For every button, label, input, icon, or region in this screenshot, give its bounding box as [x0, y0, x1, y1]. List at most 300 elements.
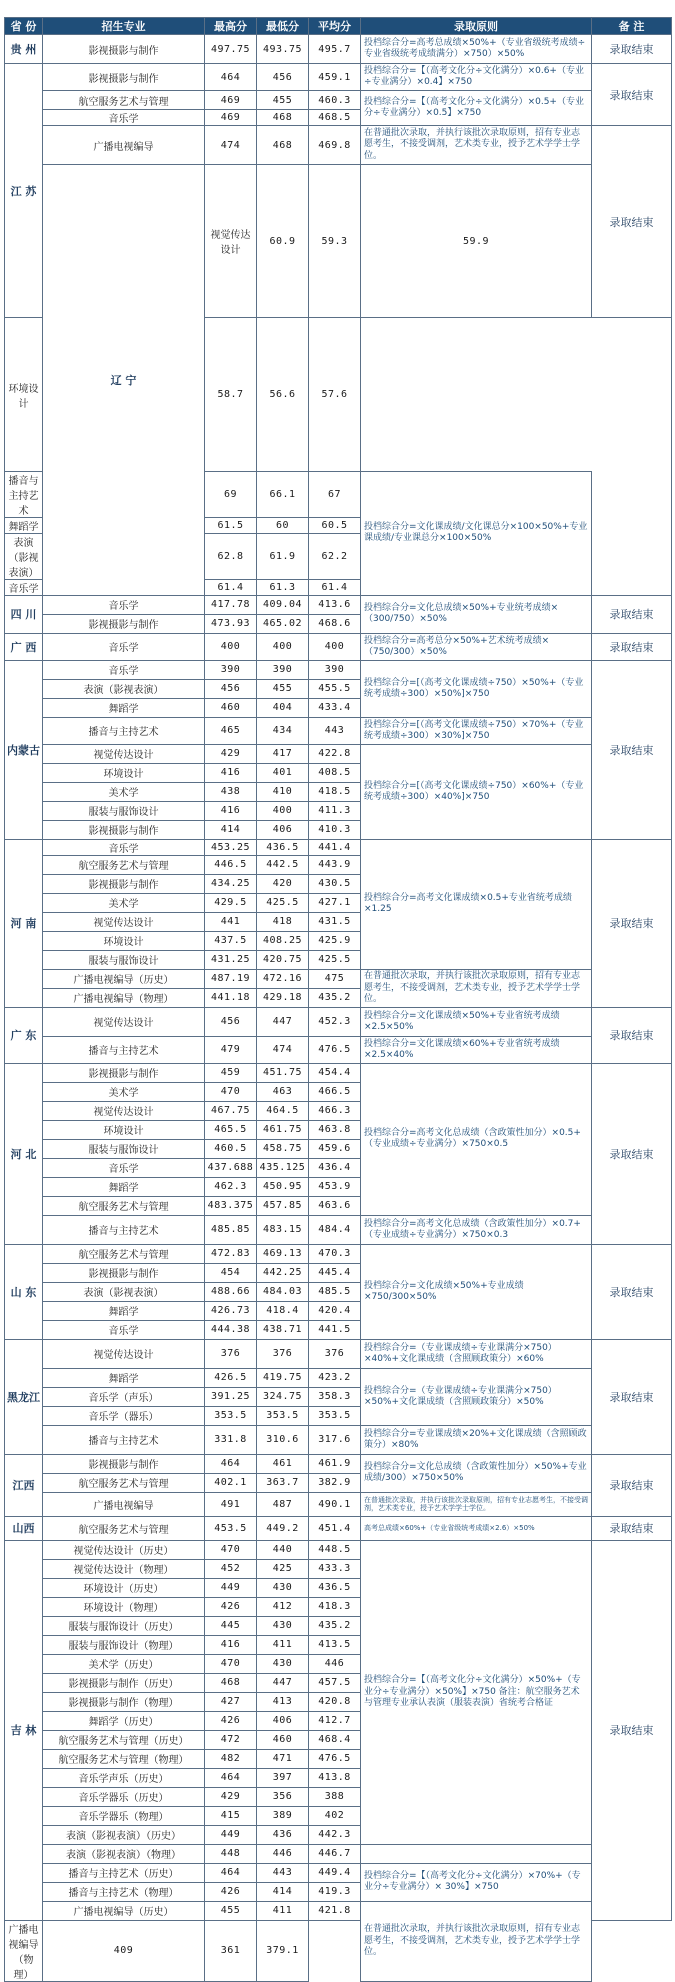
major-cell: 影视摄影与制作 — [43, 874, 205, 893]
min-score-cell: 429.18 — [257, 988, 309, 1007]
admission-rule-cell: 投档综合分=文化课成绩/文化课总分×100×50%+专业课成绩/专业课总分×100×50% — [361, 471, 592, 595]
min-score-cell: 363.7 — [257, 1473, 309, 1492]
max-score-cell: 479 — [205, 1036, 257, 1063]
major-cell: 音乐学器乐（历史） — [43, 1787, 205, 1806]
max-score-cell: 427 — [205, 1692, 257, 1711]
major-cell: 舞蹈学 — [43, 1177, 205, 1196]
major-cell: 音乐学器乐（物理） — [43, 1806, 205, 1825]
table-row — [5, 1863, 672, 1882]
max-score-cell: 460 — [205, 698, 257, 717]
admission-rule-cell: 投档综合分=【（高考文化分÷文化满分）×70%+（专业分÷专业满分）× 30%】×750 — [361, 1863, 592, 1901]
header-avg-score: 平均分 — [309, 18, 361, 35]
min-score-cell: 436 — [257, 1825, 309, 1844]
min-score-cell: 461.75 — [257, 1120, 309, 1139]
major-cell: 表演（影视表演） — [43, 1282, 205, 1301]
max-score-cell: 469 — [205, 91, 257, 110]
major-cell: 音乐学 — [43, 110, 205, 126]
avg-score-cell: 436.4 — [309, 1158, 361, 1177]
max-score-cell: 441.18 — [205, 988, 257, 1007]
province-cell: 江西 — [5, 1454, 43, 1516]
max-score-cell: 417.78 — [205, 595, 257, 614]
avg-score-cell: 446 — [309, 1654, 361, 1673]
max-score-cell: 400 — [205, 633, 257, 660]
min-score-cell: 483.15 — [257, 1215, 309, 1244]
status-cell: 录取结束 — [592, 660, 672, 839]
avg-score-cell: 421.8 — [309, 1901, 361, 1920]
avg-score-cell: 382.9 — [309, 1473, 361, 1492]
max-score-cell: 491 — [205, 1492, 257, 1516]
admission-rule-cell: 投档综合分=文化总成绩×50%+专业统考成绩×（300/750）×50% — [361, 595, 592, 633]
province-cell: 四 川 — [5, 595, 43, 633]
min-score-cell: 404 — [257, 698, 309, 717]
min-score-cell: 324.75 — [257, 1387, 309, 1406]
major-cell: 音乐学 — [43, 1158, 205, 1177]
avg-score-cell: 445.4 — [309, 1263, 361, 1282]
status-cell: 录取结束 — [592, 64, 672, 126]
avg-score-cell: 435.2 — [309, 1616, 361, 1635]
major-cell: 服装与服饰设计 — [43, 1139, 205, 1158]
max-score-cell: 429 — [205, 1787, 257, 1806]
major-cell: 影视摄影与制作 — [43, 1454, 205, 1473]
major-cell: 影视摄影与制作 — [43, 1063, 205, 1082]
min-score-cell: 430 — [257, 1578, 309, 1597]
admission-rule-cell: 投档综合分=（专业课成绩÷专业课满分×750）×50%+文化课成绩（含照顾政策分）×50% — [361, 1368, 592, 1425]
table-row — [5, 1339, 672, 1368]
major-cell: 音乐学 — [43, 660, 205, 679]
max-score-cell: 415 — [205, 1806, 257, 1825]
min-score-cell: 353.5 — [257, 1406, 309, 1425]
max-score-cell: 456 — [205, 679, 257, 698]
max-score-cell: 485.85 — [205, 1215, 257, 1244]
major-cell: 环境设计 — [43, 931, 205, 950]
header-major: 招生专业 — [43, 18, 205, 35]
min-score-cell: 471 — [257, 1749, 309, 1768]
min-score-cell: 59.3 — [309, 165, 361, 318]
max-score-cell: 376 — [205, 1339, 257, 1368]
max-score-cell: 416 — [205, 1635, 257, 1654]
max-score-cell: 464 — [205, 64, 257, 91]
min-score-cell: 460 — [257, 1730, 309, 1749]
max-score-cell: 487.19 — [205, 969, 257, 988]
major-cell: 航空服务艺术与管理（历史） — [43, 1730, 205, 1749]
table-row — [5, 1844, 672, 1863]
min-score-cell: 411 — [257, 1635, 309, 1654]
min-score-cell: 446 — [257, 1844, 309, 1863]
min-score-cell: 420 — [257, 874, 309, 893]
min-score-cell: 463 — [257, 1082, 309, 1101]
avg-score-cell: 476.5 — [309, 1036, 361, 1063]
max-score-cell: 464 — [205, 1454, 257, 1473]
min-score-cell: 455 — [257, 91, 309, 110]
major-cell: 表演（影视表演） — [5, 533, 43, 579]
min-score-cell: 376 — [257, 1339, 309, 1368]
max-score-cell: 446.5 — [205, 855, 257, 874]
province-cell: 广 东 — [5, 1007, 43, 1063]
table-row — [5, 1454, 672, 1473]
major-cell: 舞蹈学 — [43, 1368, 205, 1387]
province-cell: 吉 林 — [5, 1540, 43, 1920]
table-row — [5, 1036, 672, 1063]
major-cell: 环境设计 — [43, 1120, 205, 1139]
avg-score-cell: 451.4 — [309, 1516, 361, 1540]
status-cell: 录取结束 — [592, 1244, 672, 1339]
min-score-cell: 419.75 — [257, 1368, 309, 1387]
max-score-cell: 497.75 — [205, 35, 257, 64]
max-score-cell: 473.93 — [205, 614, 257, 633]
max-score-cell: 390 — [205, 660, 257, 679]
avg-score-cell: 379.1 — [257, 1920, 309, 1981]
table-row — [5, 35, 672, 64]
province-cell: 黑龙江 — [5, 1339, 43, 1454]
max-score-cell: 426.5 — [205, 1368, 257, 1387]
major-cell: 音乐学 — [5, 579, 43, 595]
avg-score-cell: 442.3 — [309, 1825, 361, 1844]
max-score-cell: 482 — [205, 1749, 257, 1768]
min-score-cell: 400 — [257, 801, 309, 820]
province-cell: 辽 宁 — [43, 165, 205, 596]
min-score-cell: 56.6 — [257, 318, 309, 471]
admission-score-table — [4, 17, 672, 1982]
province-cell: 河 北 — [5, 1063, 43, 1244]
major-cell: 服装与服饰设计（历史） — [43, 1616, 205, 1635]
major-cell: 视觉传达设计（物理） — [43, 1559, 205, 1578]
major-cell: 美术学 — [43, 893, 205, 912]
major-cell: 播音与主持艺术（历史） — [43, 1863, 205, 1882]
min-score-cell: 406 — [257, 820, 309, 839]
max-score-cell: 474 — [205, 126, 257, 165]
max-score-cell: 438 — [205, 782, 257, 801]
status-cell: 录取结束 — [592, 595, 672, 633]
avg-score-cell: 468.4 — [309, 1730, 361, 1749]
major-cell: 视觉传达设计（历史） — [43, 1540, 205, 1559]
max-score-cell: 402.1 — [205, 1473, 257, 1492]
major-cell: 播音与主持艺术 — [43, 1036, 205, 1063]
major-cell: 广播电视编导（历史） — [43, 1901, 205, 1920]
major-cell: 广播电视编导 — [43, 126, 205, 165]
min-score-cell: 61.9 — [257, 533, 309, 579]
status-cell: 录取结束 — [592, 1516, 672, 1540]
min-score-cell: 418.4 — [257, 1301, 309, 1320]
table-row — [5, 1063, 672, 1082]
header-note: 备 注 — [592, 18, 672, 35]
max-score-cell: 62.8 — [205, 533, 257, 579]
major-cell: 影视摄影与制作 — [43, 820, 205, 839]
avg-score-cell: 446.7 — [309, 1844, 361, 1863]
major-cell: 播音与主持艺术 — [43, 1425, 205, 1454]
max-score-cell: 426 — [205, 1597, 257, 1616]
avg-score-cell: 455.5 — [309, 679, 361, 698]
max-score-cell: 429 — [205, 744, 257, 763]
max-score-cell: 426 — [205, 1711, 257, 1730]
max-score-cell: 464 — [205, 1863, 257, 1882]
status-cell: 录取结束 — [592, 633, 672, 660]
avg-score-cell: 475 — [309, 969, 361, 988]
max-score-cell: 416 — [205, 801, 257, 820]
major-cell: 影视摄影与制作 — [43, 64, 205, 91]
min-score-cell: 425 — [257, 1559, 309, 1578]
avg-score-cell: 423.2 — [309, 1368, 361, 1387]
header-province: 省 份 — [5, 18, 43, 35]
major-cell: 环境设计（历史） — [43, 1578, 205, 1597]
max-score-cell: 437.688 — [205, 1158, 257, 1177]
avg-score-cell: 419.3 — [309, 1882, 361, 1901]
admission-rule-cell: 投档综合分=高考文化课成绩×0.5+专业省统考成绩×1.25 — [361, 839, 592, 969]
header-min-score: 最低分 — [257, 18, 309, 35]
admission-rule-cell: 投档综合分=高考总成绩×50%+（专业省级统考成绩÷专业省级统考成绩满分）×750）×50% — [361, 35, 592, 64]
admission-rule-cell: 投档综合分=文化总成绩（含政策性加分）×50%+专业成绩/300）×750×50% — [361, 1454, 592, 1492]
avg-score-cell: 435.2 — [309, 988, 361, 1007]
min-score-cell: 408.25 — [257, 931, 309, 950]
avg-score-cell: 353.5 — [309, 1406, 361, 1425]
max-score-cell: 459 — [205, 1063, 257, 1082]
min-score-cell: 464.5 — [257, 1101, 309, 1120]
avg-score-cell: 463.6 — [309, 1196, 361, 1215]
min-score-cell: 442.25 — [257, 1263, 309, 1282]
min-score-cell: 456 — [257, 64, 309, 91]
table-row — [5, 717, 672, 744]
avg-score-cell: 448.5 — [309, 1540, 361, 1559]
table-body — [5, 35, 672, 1982]
max-score-cell: 465.5 — [205, 1120, 257, 1139]
max-score-cell: 470 — [205, 1082, 257, 1101]
major-cell: 音乐学（声乐） — [43, 1387, 205, 1406]
admission-rule-cell: 投档综合分=文化课成绩×60%+专业省统考成绩×2.5×40% — [361, 1036, 592, 1063]
avg-score-cell: 430.5 — [309, 874, 361, 893]
province-cell: 山西 — [5, 1516, 43, 1540]
max-score-cell: 469 — [205, 110, 257, 126]
major-cell: 舞蹈学（历史） — [43, 1711, 205, 1730]
max-score-cell: 462.3 — [205, 1177, 257, 1196]
major-cell: 美术学 — [43, 1082, 205, 1101]
min-score-cell: 458.75 — [257, 1139, 309, 1158]
min-score-cell: 461 — [257, 1454, 309, 1473]
avg-score-cell: 457.5 — [309, 1673, 361, 1692]
table-row — [5, 1516, 672, 1540]
min-score-cell: 425.5 — [257, 893, 309, 912]
min-score-cell: 455 — [257, 679, 309, 698]
avg-score-cell: 459.1 — [309, 64, 361, 91]
max-score-cell: 444.38 — [205, 1320, 257, 1339]
min-score-cell: 435.125 — [257, 1158, 309, 1177]
major-cell: 表演（影视表演）（历史） — [43, 1825, 205, 1844]
avg-score-cell: 431.5 — [309, 912, 361, 931]
table-row — [5, 1540, 672, 1559]
major-cell: 播音与主持艺术 — [5, 471, 43, 517]
avg-score-cell: 490.1 — [309, 1492, 361, 1516]
max-score-cell: 391.25 — [205, 1387, 257, 1406]
avg-score-cell: 388 — [309, 1787, 361, 1806]
admission-rule-cell: 高考总成绩×60%+（专业省级统考成绩×2.6）×50% — [361, 1516, 592, 1540]
status-cell: 录取结束 — [592, 839, 672, 1007]
admission-rule-cell: 投档综合分=专业课成绩×20%+文化课成绩（含照顾政策分）×80% — [361, 1425, 592, 1454]
status-cell: 录取结束 — [592, 1007, 672, 1063]
status-cell: 录取结束 — [592, 1063, 672, 1244]
min-score-cell: 474 — [257, 1036, 309, 1063]
min-score-cell: 401 — [257, 763, 309, 782]
avg-score-cell: 463.8 — [309, 1120, 361, 1139]
major-cell: 航空服务艺术与管理 — [43, 1516, 205, 1540]
major-cell: 音乐学 — [43, 839, 205, 855]
max-score-cell: 483.375 — [205, 1196, 257, 1215]
avg-score-cell: 470.3 — [309, 1244, 361, 1263]
avg-score-cell: 412.7 — [309, 1711, 361, 1730]
province-cell: 贵 州 — [5, 35, 43, 64]
avg-score-cell: 408.5 — [309, 763, 361, 782]
major-cell: 服装与服饰设计 — [43, 950, 205, 969]
avg-score-cell: 452.3 — [309, 1007, 361, 1036]
admission-rule-cell: 投档综合分=文化成绩×50%+专业成绩×750/300×50% — [361, 1244, 592, 1339]
province-cell: 内蒙古 — [5, 660, 43, 839]
major-cell: 美术学（历史） — [43, 1654, 205, 1673]
table-row — [5, 1215, 672, 1244]
admission-rule-cell: 投档综合分=【（高考文化分÷文化满分）×50%+（专业分÷专业满分）×50%】×750 备注：航空服务艺术与管理专业承认表演（服装表演）省统考合格证 — [361, 1540, 592, 1844]
avg-score-cell: 441.5 — [309, 1320, 361, 1339]
max-score-cell: 441 — [205, 912, 257, 931]
status-cell: 录取结束 — [592, 126, 672, 318]
max-score-cell: 60.9 — [257, 165, 309, 318]
table-row — [5, 165, 672, 318]
status-cell: 录取结束 — [592, 35, 672, 64]
max-score-cell: 449 — [205, 1578, 257, 1597]
major-cell: 播音与主持艺术（物理） — [43, 1882, 205, 1901]
max-score-cell: 426.73 — [205, 1301, 257, 1320]
table-row — [5, 969, 672, 988]
max-score-cell: 61.5 — [205, 517, 257, 533]
table-row — [5, 1901, 672, 1920]
max-score-cell: 467.75 — [205, 1101, 257, 1120]
major-cell: 航空服务艺术与管理 — [43, 855, 205, 874]
min-score-cell: 409.04 — [257, 595, 309, 614]
max-score-cell: 470 — [205, 1540, 257, 1559]
admission-rule-cell: 投档综合分=高考文化总成绩（含政策性加分）×0.5+（专业成绩÷专业满分）×750×0.5 — [361, 1063, 592, 1215]
avg-score-cell: 57.6 — [309, 318, 361, 471]
major-cell: 音乐学 — [43, 1320, 205, 1339]
major-cell: 影视摄影与制作（历史） — [43, 1673, 205, 1692]
admission-rule-cell: 投档综合分=文化课成绩×50%+专业省统考成绩×2.5×50% — [361, 1007, 592, 1036]
avg-score-cell: 453.9 — [309, 1177, 361, 1196]
avg-score-cell: 425.5 — [309, 950, 361, 969]
table-row — [5, 1425, 672, 1454]
major-cell: 音乐学 — [43, 633, 205, 660]
avg-score-cell: 418.3 — [309, 1597, 361, 1616]
min-score-cell: 468 — [257, 126, 309, 165]
min-score-cell: 389 — [257, 1806, 309, 1825]
avg-score-cell: 460.3 — [309, 91, 361, 110]
min-score-cell: 472.16 — [257, 969, 309, 988]
min-score-cell: 447 — [257, 1673, 309, 1692]
major-cell: 视觉传达设计 — [43, 1007, 205, 1036]
avg-score-cell: 461.9 — [309, 1454, 361, 1473]
major-cell: 视觉传达设计 — [43, 912, 205, 931]
min-score-cell: 406 — [257, 1711, 309, 1730]
status-cell: 录取结束 — [592, 1339, 672, 1454]
admission-rule-cell: 投档综合分=【（高考文化分÷文化满分）×0.6+（专业÷专业满分）×0.4】×750 — [361, 64, 592, 91]
max-score-cell: 453.5 — [205, 1516, 257, 1540]
max-score-cell: 331.8 — [205, 1425, 257, 1454]
max-score-cell: 465 — [205, 717, 257, 744]
avg-score-cell: 420.8 — [309, 1692, 361, 1711]
min-score-cell: 443 — [257, 1863, 309, 1882]
admission-rule-cell: 在普通批次录取，并执行该批次录取原则，招有专业志愿考生，不接受调剂，艺术类专业，授予艺术学学士学位。 — [361, 1492, 592, 1516]
max-score-cell: 409 — [43, 1920, 205, 1981]
table-row — [5, 1368, 672, 1387]
avg-score-cell: 454.4 — [309, 1063, 361, 1082]
max-score-cell: 472 — [205, 1730, 257, 1749]
major-cell: 航空服务艺术与管理（物理） — [43, 1749, 205, 1768]
table-row — [5, 1244, 672, 1263]
max-score-cell: 414 — [205, 820, 257, 839]
avg-score-cell: 413.5 — [309, 1635, 361, 1654]
max-score-cell: 452 — [205, 1559, 257, 1578]
table-row — [5, 744, 672, 763]
min-score-cell: 442.5 — [257, 855, 309, 874]
major-cell: 环境设计（物理） — [43, 1597, 205, 1616]
avg-score-cell: 402 — [309, 1806, 361, 1825]
avg-score-cell: 358.3 — [309, 1387, 361, 1406]
min-score-cell: 66.1 — [257, 471, 309, 517]
avg-score-cell: 420.4 — [309, 1301, 361, 1320]
min-score-cell: 469.13 — [257, 1244, 309, 1263]
major-cell: 航空服务艺术与管理 — [43, 1196, 205, 1215]
header-max-score: 最高分 — [205, 18, 257, 35]
admission-rule-cell: 投档综合分=（专业课成绩÷专业课满分×750）×40%+文化课成绩（含照顾政策分）×60% — [361, 1339, 592, 1368]
min-score-cell: 60 — [257, 517, 309, 533]
avg-score-cell: 60.5 — [309, 517, 361, 533]
max-score-cell: 61.4 — [205, 579, 257, 595]
major-cell: 影视摄影与制作 — [43, 1263, 205, 1282]
major-cell: 广播电视编导（物理） — [43, 988, 205, 1007]
avg-score-cell: 62.2 — [309, 533, 361, 579]
avg-score-cell: 425.9 — [309, 931, 361, 950]
min-score-cell: 440 — [257, 1540, 309, 1559]
max-score-cell: 448 — [205, 1844, 257, 1863]
min-score-cell: 413 — [257, 1692, 309, 1711]
province-cell: 广 西 — [5, 633, 43, 660]
max-score-cell: 437.5 — [205, 931, 257, 950]
major-cell: 音乐学 — [43, 595, 205, 614]
max-score-cell: 353.5 — [205, 1406, 257, 1425]
max-score-cell: 468 — [205, 1673, 257, 1692]
min-score-cell: 397 — [257, 1768, 309, 1787]
major-cell: 服装与服饰设计 — [43, 801, 205, 820]
min-score-cell: 451.75 — [257, 1063, 309, 1082]
min-score-cell: 484.03 — [257, 1282, 309, 1301]
max-score-cell: 455 — [205, 1901, 257, 1920]
major-cell: 广播电视编导（历史） — [43, 969, 205, 988]
admission-rule-cell: 投档综合分=高考文化总成绩（含政策性加分）×0.7+（专业成绩÷专业满分）×750×0.3 — [361, 1215, 592, 1244]
min-score-cell: 430 — [257, 1654, 309, 1673]
avg-score-cell: 427.1 — [309, 893, 361, 912]
table-row — [5, 91, 672, 110]
min-score-cell: 310.6 — [257, 1425, 309, 1454]
min-score-cell: 356 — [257, 1787, 309, 1806]
max-score-cell: 429.5 — [205, 893, 257, 912]
admission-rule-cell: 投档综合分=高考总分×50%+艺术统考成绩×（750/300）×50% — [361, 633, 592, 660]
major-cell: 航空服务艺术与管理 — [43, 1473, 205, 1492]
avg-score-cell: 468.6 — [309, 614, 361, 633]
min-score-cell: 447 — [257, 1007, 309, 1036]
table-header-row — [5, 18, 672, 35]
max-score-cell: 445 — [205, 1616, 257, 1635]
major-cell: 舞蹈学 — [43, 698, 205, 717]
avg-score-cell: 422.8 — [309, 744, 361, 763]
avg-score-cell: 485.5 — [309, 1282, 361, 1301]
min-score-cell: 390 — [257, 660, 309, 679]
avg-score-cell: 469.8 — [309, 126, 361, 165]
table-row — [5, 126, 672, 165]
admission-rule-cell: 在普通批次录取，并执行该批次录取原则，招有专业志愿考生，不接受调剂，艺术类专业，授予艺术学学士学位。 — [361, 126, 592, 165]
admission-rule-cell: 在普通批次录取，并执行该批次录取原则，招有专业志愿考生，不接受调剂，艺术类专业，授予艺术学学士学位。 — [361, 969, 592, 1007]
